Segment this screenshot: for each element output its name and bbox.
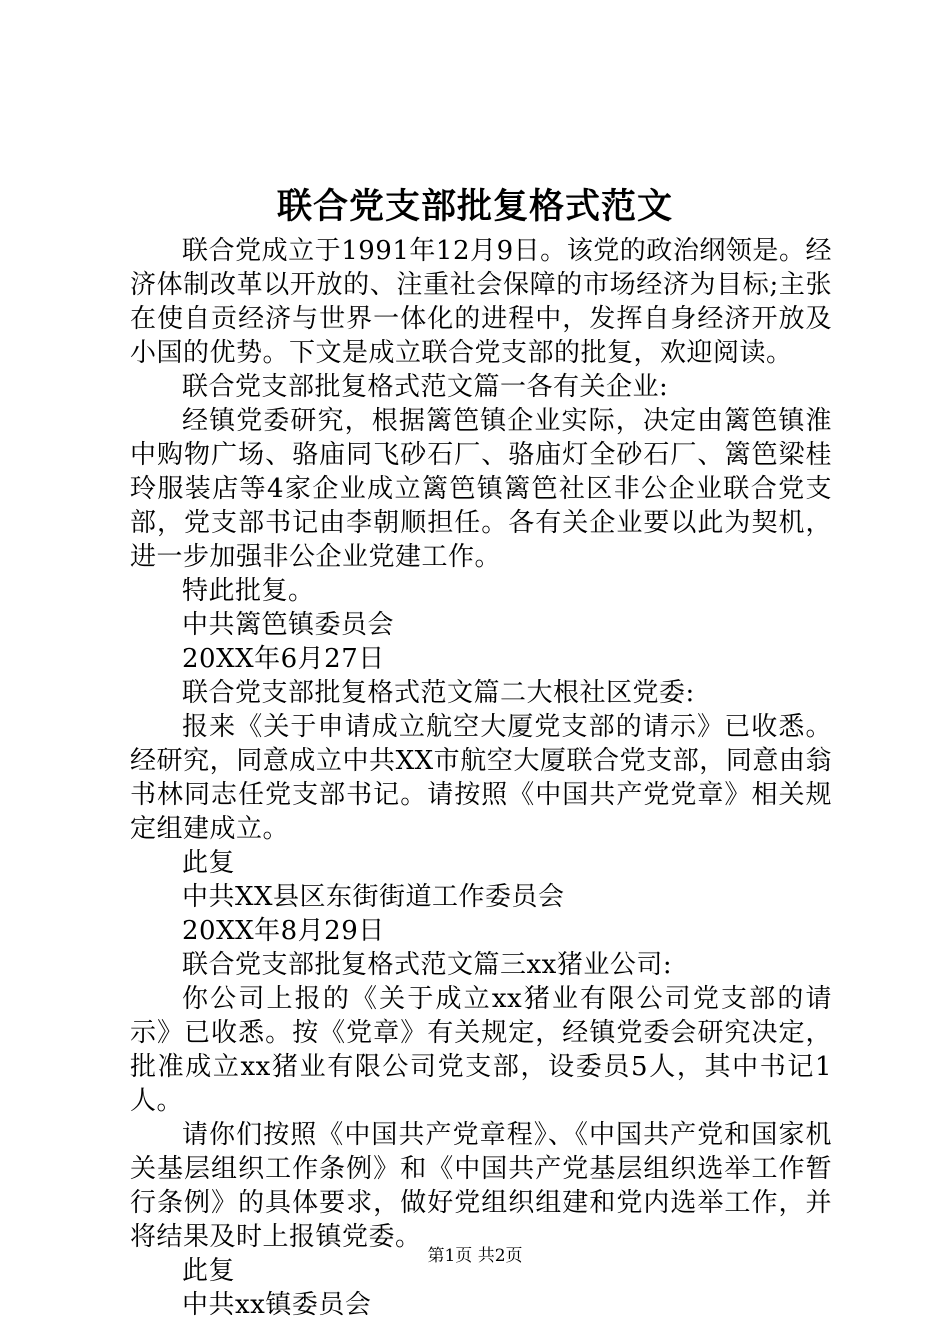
paragraph-body-3a: 你公司上报的《关于成立xx猪业有限公司党支部的请示》已收悉。按《党章》有关规定，经镇党委会研究决定，批准成立xx猪业有限公司党支部，设委员5人，其中书记1人。: [130, 984, 832, 1116]
paragraph-signature-2: 中共XX县区东街街道工作委员会: [182, 882, 565, 912]
paragraph-body-3b: 请你们按照《中国共产党章程》、《中国共产党和国家机关基层组织工作条例》和《中国共产党基层组织选举工作暂行条例》的具体要求，做好党组织组建和党内选举工作，并将结果及时上报镇党委。: [130, 1120, 832, 1252]
paragraph-date-1: 20XX年6月27日: [182, 644, 385, 674]
document-body: [130, 234, 832, 1322]
paragraph-heading-2: 联合党支部批复格式范文篇二大根社区党委:: [182, 678, 695, 708]
paragraph-signature-1: 中共篱笆镇委员会: [182, 610, 395, 640]
paragraph-date-2: 20XX年8月29日: [182, 916, 385, 946]
paragraph-intro: 联合党成立于1991年12月9日。该党的政治纲领是。经济体制改革以开放的、注重社会保障的市场经济为目标;主张在使自贡经济与世界一体化的进程中，发挥自身经济开放及小国的优势。下文是成立联合党支部的批复，欢迎阅读。: [130, 236, 832, 368]
paragraph-signature-3: 中共xx镇委员会: [182, 1290, 372, 1320]
paragraph-body-1: 经镇党委研究，根据篱笆镇企业实际，决定由篱笆镇淮中购物广场、骆庙同飞砂石厂、骆庙灯全砂石厂、篱笆梁桂玲服装店等4家企业成立篱笆镇篱笆社区非公企业联合党支部，党支部书记由李朝顺担任。各有关企业要以此为契机，进一步加强非公企业党建工作。: [130, 406, 832, 572]
paragraph-heading-1: 联合党支部批复格式范文篇一各有关企业:: [182, 372, 669, 402]
paragraph-closing-3: 此复: [182, 1256, 236, 1286]
page-number-footer: 第1页 共2页: [427, 1246, 523, 1266]
paragraph-heading-3: 联合党支部批复格式范文篇三xx猪业公司:: [182, 950, 673, 980]
paragraph-body-2: 报来《关于申请成立航空大厦党支部的请示》已收悉。经研究，同意成立中共XX市航空大厦联合党支部，同意由翁书林同志任党支部书记。请按照《中国共产党党章》相关规定组建成立。: [130, 712, 832, 844]
document-title: 联合党支部批复格式范文: [276, 186, 673, 227]
paragraph-closing-1: 特此批复。: [182, 576, 315, 606]
paragraph-closing-2: 此复: [182, 848, 236, 878]
